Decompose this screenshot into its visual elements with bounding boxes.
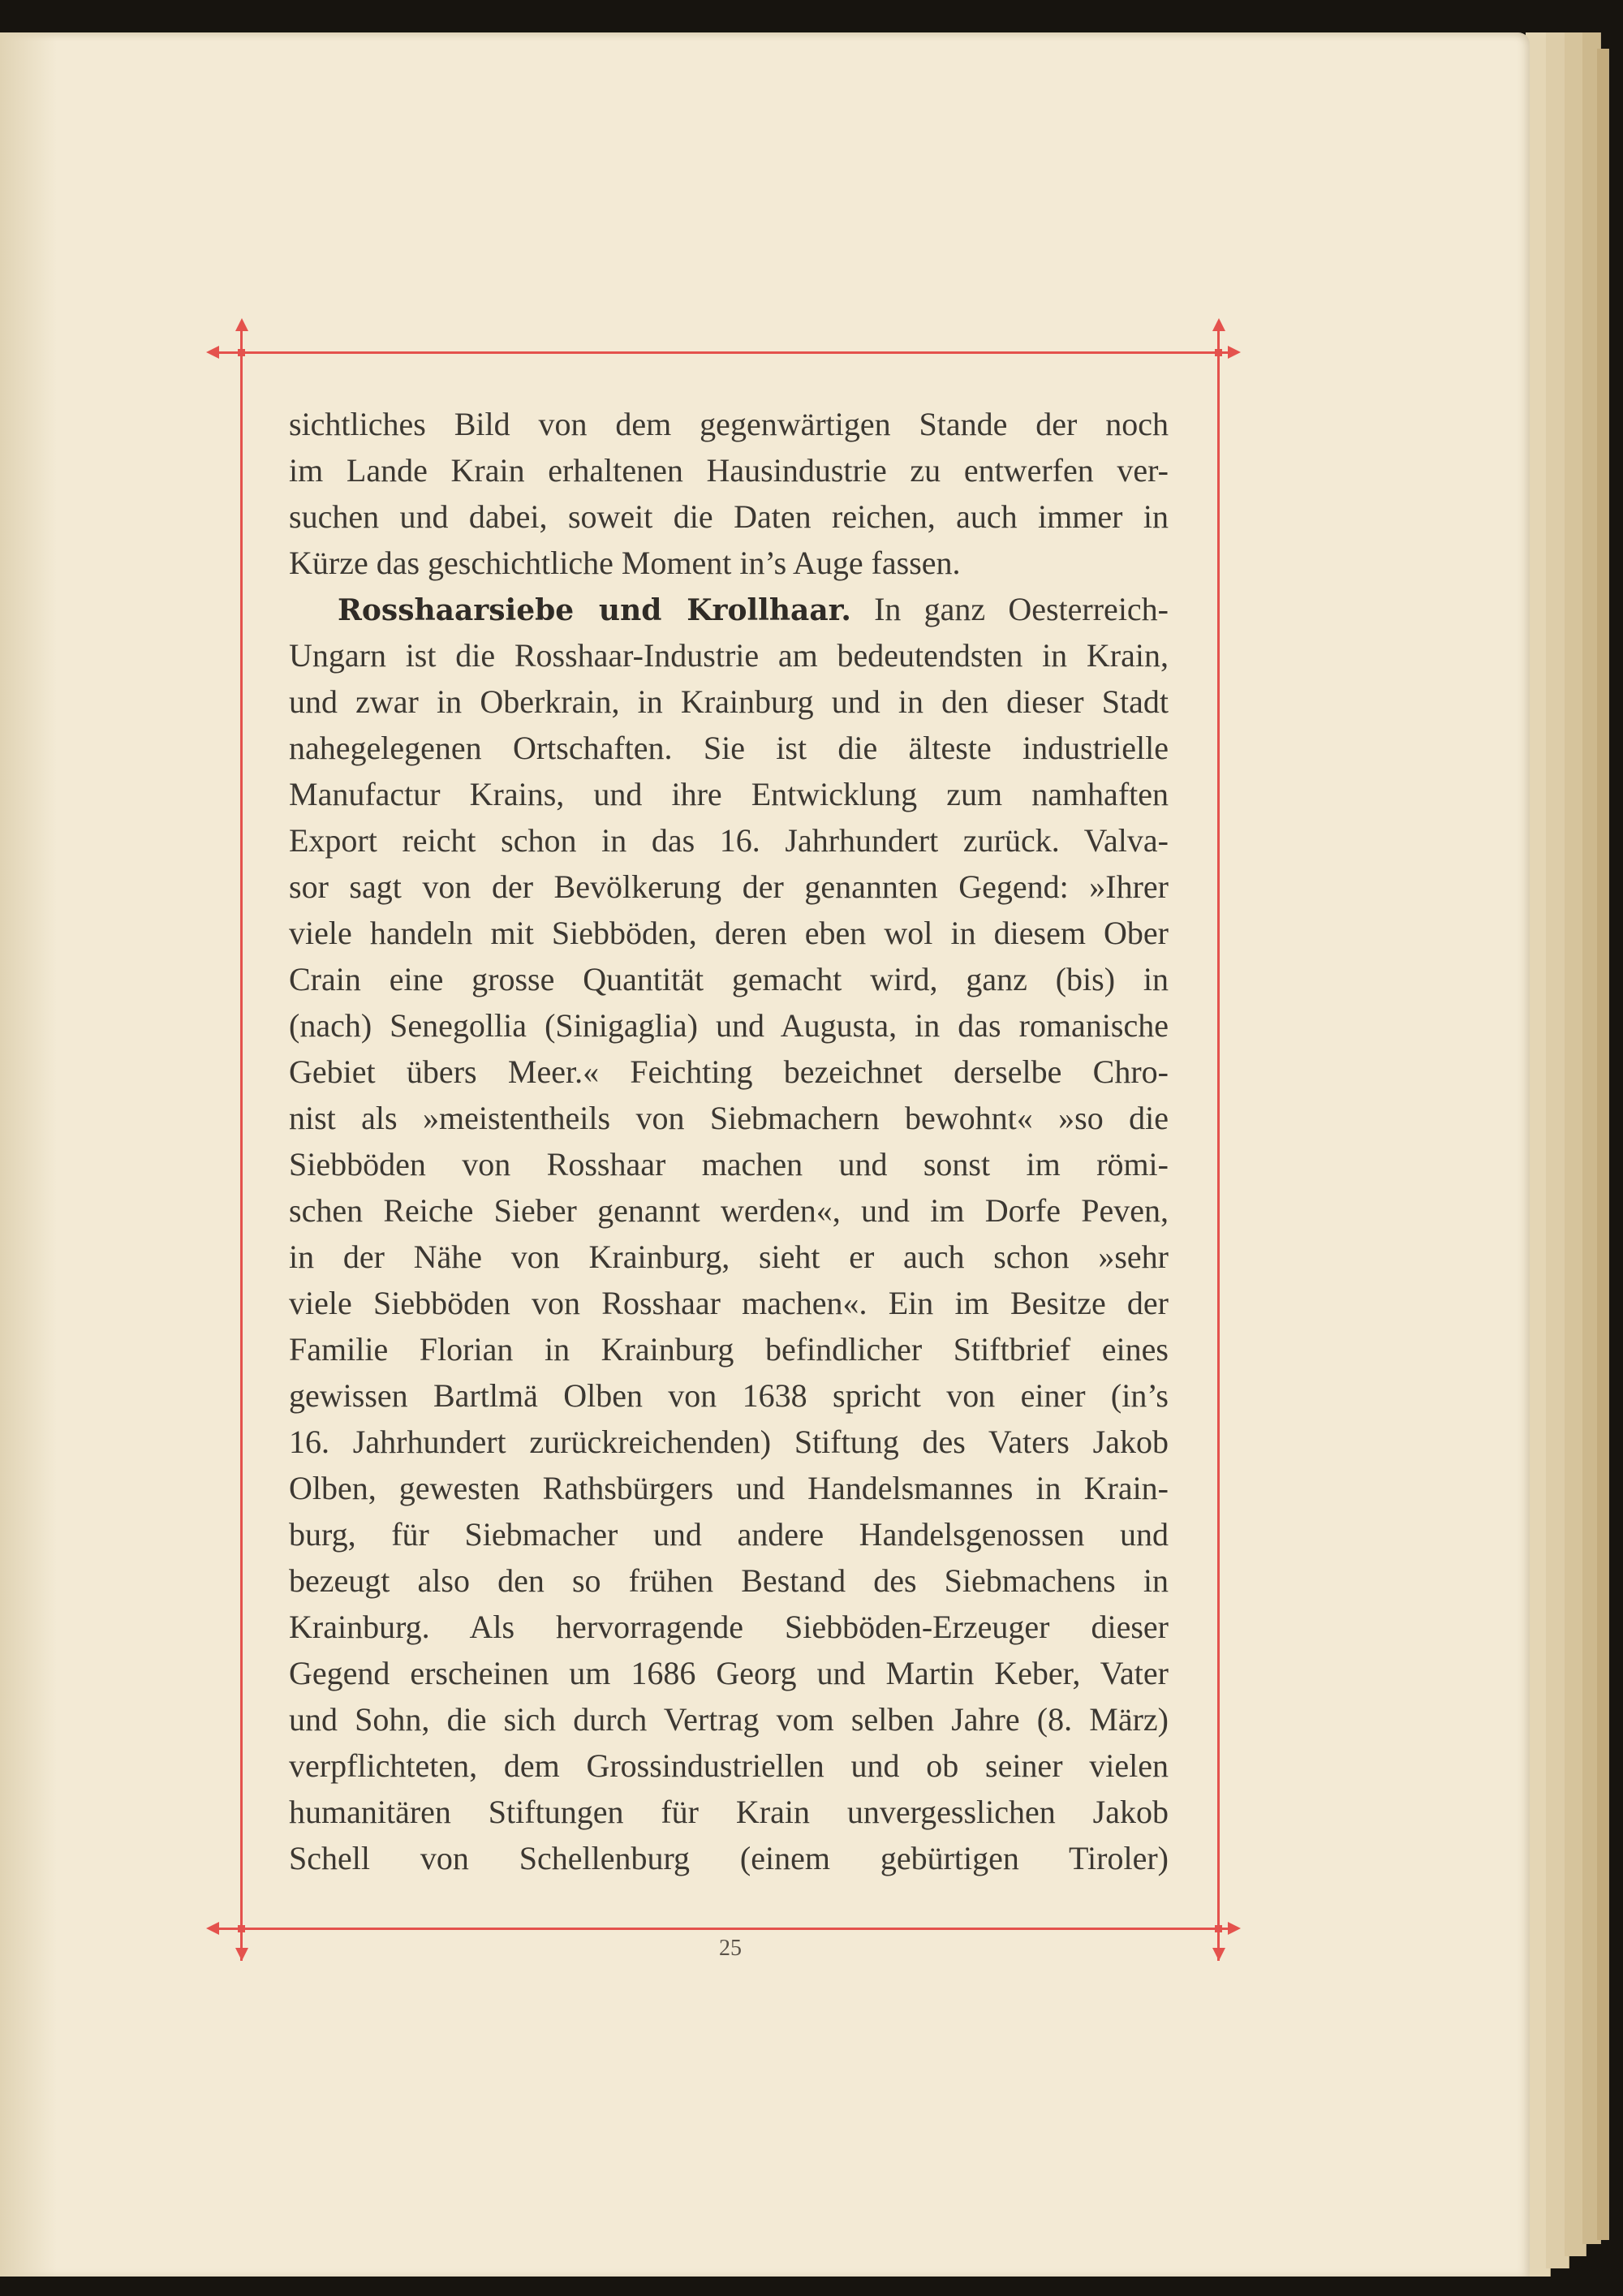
text-line: bezeugt also den so frühen Bestand des Siebmachens in (289, 1562, 1169, 1599)
section-heading-line (289, 586, 1169, 632)
text-line: nist als »meistentheils von Siebmachern bewohnt« »so die (289, 1100, 1169, 1136)
arrow-down-icon (1212, 1948, 1225, 1961)
page-gutter (0, 32, 57, 2277)
frame-corner-ornament (1215, 1925, 1222, 1932)
text-line: und Sohn, die sich durch Vertrag vom selben Jahre (8. März) (289, 1701, 1169, 1738)
frame-corner-ornament (238, 1925, 245, 1932)
text-line: Gegend erscheinen um 1686 Georg und Martin Keber, Vater (289, 1655, 1169, 1691)
text-line: Olben, gewesten Rathsbürgers und Handelsmannes in Krain- (289, 1470, 1169, 1506)
text-line: viele handeln mit Siebböden, deren eben wol in diesem Ober (289, 915, 1169, 951)
arrow-left-icon (206, 346, 219, 359)
arrow-left-icon (206, 1922, 219, 1935)
text-line: Familie Florian in Krainburg befindlicher Stiftbrief eines (289, 1331, 1169, 1368)
frame-right-rule (1217, 323, 1220, 1961)
page-edge (1597, 49, 1609, 2240)
frame-top-rule (209, 351, 1228, 354)
text-line: Siebböden von Rosshaar machen und sonst im römi- (289, 1146, 1169, 1182)
text-line: verpflichteten, dem Grossindustriellen und ob seiner vielen (289, 1747, 1169, 1784)
text-line: suchen und dabei, soweit die Daten reichen, auch immer in (289, 498, 1169, 535)
text-line: (nach) Senegollia (Sinigaglia) und Augusta, in das romanische (289, 1007, 1169, 1044)
text-line: Kürze das geschichtliche Moment in’s Auge fassen. (289, 545, 961, 581)
text-line: Ungarn ist die Rosshaar-Industrie am bedeutendsten in Krain, (289, 637, 1169, 674)
text-line: Crain eine grosse Quantität gemacht wird, ganz (bis) in (289, 961, 1169, 997)
arrow-right-icon (1228, 346, 1241, 359)
text-line: gewissen Bartlmä Olben von 1638 spricht von einer (in’s (289, 1377, 1169, 1414)
text-line: sichtliches Bild von dem gegenwärtigen Stande der noch (289, 406, 1169, 442)
text-line: burg, für Siebmacher und andere Handelsgenossen und (289, 1516, 1169, 1553)
text-line: humanitären Stiftungen für Krain unvergesslichen Jakob (289, 1794, 1169, 1830)
frame-bottom-rule (209, 1928, 1228, 1930)
text-line: Schell von Schellenburg (einem gebürtigen Tiroler) (289, 1840, 1169, 1876)
text-line: Export reicht schon in das 16. Jahrhundert zurück. Valva- (289, 822, 1169, 859)
text-line: 16. Jahrhundert zurückreichenden) Stiftung des Vaters Jakob (289, 1424, 1169, 1460)
arrow-up-icon (235, 318, 248, 331)
body-text (289, 401, 1169, 1881)
text-line: schen Reiche Sieber genannt werden«, und im Dorfe Peven, (289, 1192, 1169, 1229)
frame-left-rule (240, 323, 243, 1961)
page-number: 25 (719, 1936, 742, 1961)
text-line: Gebiet übers Meer.« Feichting bezeichnet derselbe Chro- (289, 1053, 1169, 1090)
text-line: Krainburg. Als hervorragende Siebböden-Erzeuger dieser (289, 1609, 1169, 1645)
section-heading: Rosshaarsiebe und Krollhaar. (338, 593, 851, 627)
text-line: im Lande Krain erhaltenen Hausindustrie zu entwerfen ver- (289, 452, 1169, 489)
arrow-up-icon (1212, 318, 1225, 331)
arrow-right-icon (1228, 1922, 1241, 1935)
text-line: viele Siebböden von Rosshaar machen«. Ein im Besitze der (289, 1285, 1169, 1321)
text-line: Manufactur Krains, und ihre Entwicklung zum namhaften (289, 776, 1169, 812)
text-line: In ganz Oesterreich- (874, 591, 1169, 627)
arrow-down-icon (235, 1948, 248, 1961)
frame-corner-ornament (1215, 349, 1222, 356)
text-line: sor sagt von der Bevölkerung der genannten Gegend: »Ihrer (289, 868, 1169, 905)
frame-corner-ornament (238, 349, 245, 356)
text-line: nahegelegenen Ortschaften. Sie ist die älteste industrielle (289, 730, 1169, 766)
text-line: und zwar in Oberkrain, in Krainburg und in den dieser Stadt (289, 683, 1169, 720)
text-line: in der Nähe von Krainburg, sieht er auch schon »sehr (289, 1238, 1169, 1275)
